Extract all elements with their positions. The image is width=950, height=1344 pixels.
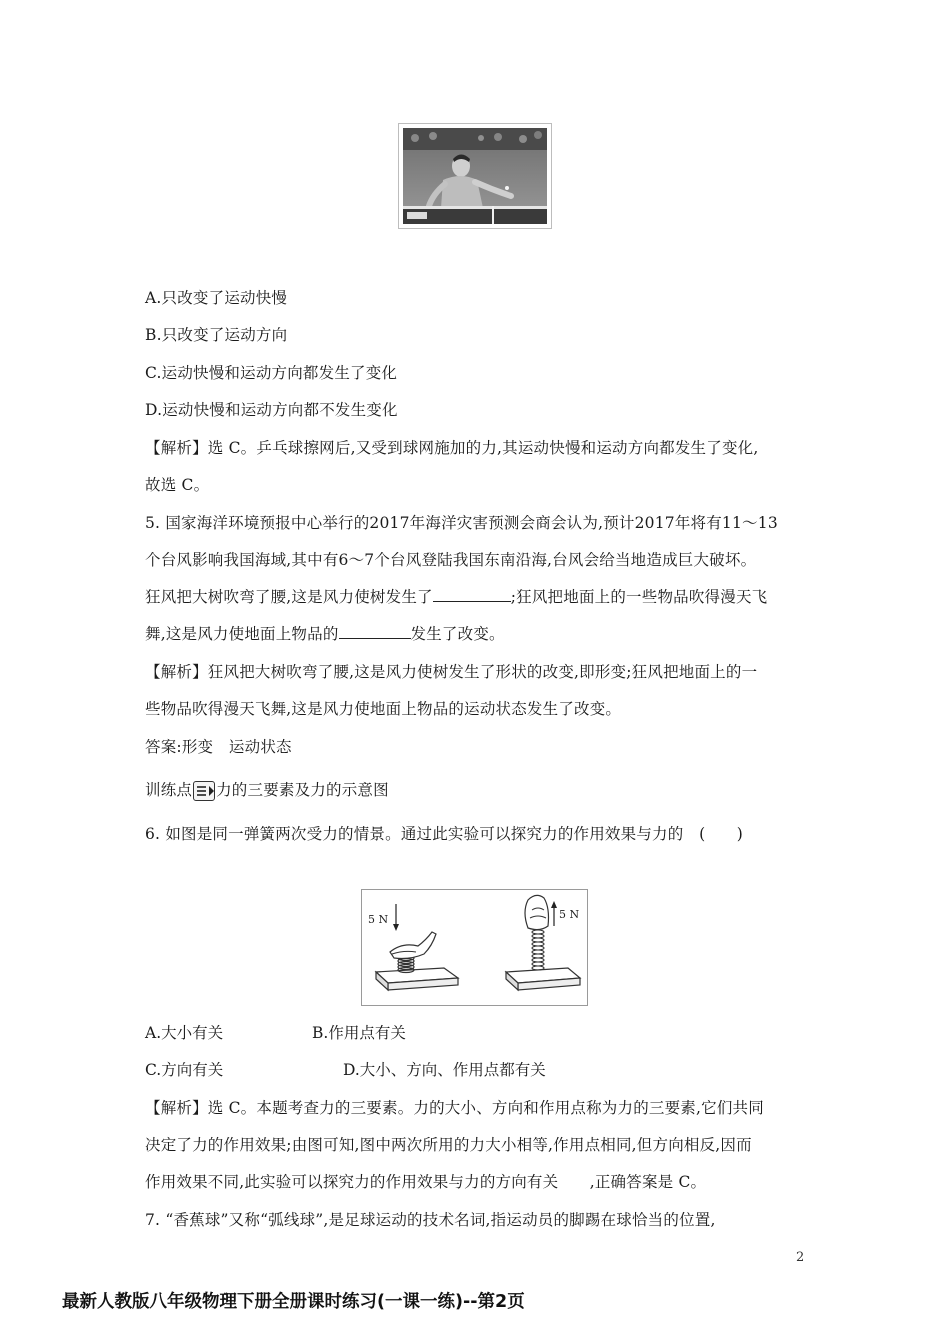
q5-line4-part1: 舞,这是风力使地面上物品的 bbox=[145, 625, 339, 643]
q5-line4 bbox=[145, 622, 505, 644]
q7-line1: 7. “香蕉球”又称“弧线球”,是足球运动的技术名词,指运动员的脚踢在球恰当的位置, bbox=[145, 1211, 716, 1229]
q6-analysis-line2: 决定了力的作用效果;由图可知,图中两次所用的力大小相等,作用点相同,但方向相反,因而 bbox=[145, 1136, 752, 1154]
q6-stem: 6. 如图是同一弹簧两次受力的情景。通过此实验可以探究力的作用效果与力的 ( ) bbox=[145, 825, 744, 843]
q5-line3-part1: 狂风把大树吹弯了腰,这是风力使树发生了 bbox=[145, 588, 433, 606]
page-number: 2 bbox=[796, 1250, 805, 1265]
table-tennis-photo bbox=[398, 123, 552, 229]
left-force-label: 5 N bbox=[368, 913, 389, 926]
answer-blank-2[interactable] bbox=[339, 624, 411, 639]
q5-line2: 个台风影响我国海域,其中有6～7个台风登陆我国东南沿海,台风会给当地造成巨大破坏。 bbox=[145, 551, 757, 569]
q6-analysis-line1: 【解析】选 C。本题考查力的三要素。力的大小、方向和作用点称为力的三要素,它们共同 bbox=[145, 1099, 764, 1117]
q6-option-a: A.大小有关 bbox=[145, 1024, 224, 1042]
training-point-marker-icon bbox=[193, 781, 215, 801]
q6-option-c: C.方向有关 bbox=[145, 1061, 224, 1079]
table-tennis-player-image bbox=[403, 128, 547, 224]
q4-analysis-line1: 【解析】选 C。乒乓球擦网后,又受到球网施加的力,其运动快慢和运动方向都发生了变化, bbox=[145, 439, 759, 457]
q4-option-c: C.运动快慢和运动方向都发生了变化 bbox=[145, 364, 398, 382]
q5-answer: 答案:形变 运动状态 bbox=[145, 738, 292, 756]
q4-option-d: D.运动快慢和运动方向都不发生变化 bbox=[145, 401, 398, 419]
footer-title: 最新人教版八年级物理下册全册课时练习(一课一练)--第2页 bbox=[62, 1292, 525, 1312]
q5-line1: 5. 国家海洋环境预报中心举行的2017年海洋灾害预测会商会认为,预计2017年将有11～13 bbox=[145, 514, 778, 532]
spring-diagram bbox=[362, 890, 587, 1005]
q4-option-b: B.只改变了运动方向 bbox=[145, 326, 288, 344]
q5-analysis-line1: 【解析】狂风把大树吹弯了腰,这是风力使树发生了形状的改变,即形变;狂风把地面上的一 bbox=[145, 663, 758, 681]
right-force-label: 5 N bbox=[559, 908, 580, 921]
training-point-heading bbox=[145, 778, 389, 801]
q5-line3 bbox=[145, 585, 767, 607]
training-point-prefix: 训练点 bbox=[145, 781, 193, 799]
q4-option-a: A.只改变了运动快慢 bbox=[145, 289, 288, 307]
training-point-title: 力的三要素及力的示意图 bbox=[216, 781, 389, 799]
q6-option-d: D.大小、方向、作用点都有关 bbox=[343, 1061, 546, 1079]
q5-analysis-line2: 些物品吹得漫天飞舞,这是风力使地面上物品的运动状态发生了改变。 bbox=[145, 700, 622, 718]
answer-blank-1[interactable] bbox=[433, 587, 511, 602]
q5-line3-part2: ;狂风把地面上的一些物品吹得漫天飞 bbox=[510, 588, 768, 606]
q5-line4-part2: 发生了改变。 bbox=[410, 625, 505, 643]
q4-analysis-line2: 故选 C。 bbox=[145, 476, 210, 494]
spring-force-figure bbox=[361, 889, 588, 1006]
q6-analysis-line3: 作用效果不同,此实验可以探究力的作用效果与力的方向有关 ,正确答案是 C。 bbox=[145, 1173, 707, 1191]
q6-option-b: B.作用点有关 bbox=[312, 1024, 406, 1042]
